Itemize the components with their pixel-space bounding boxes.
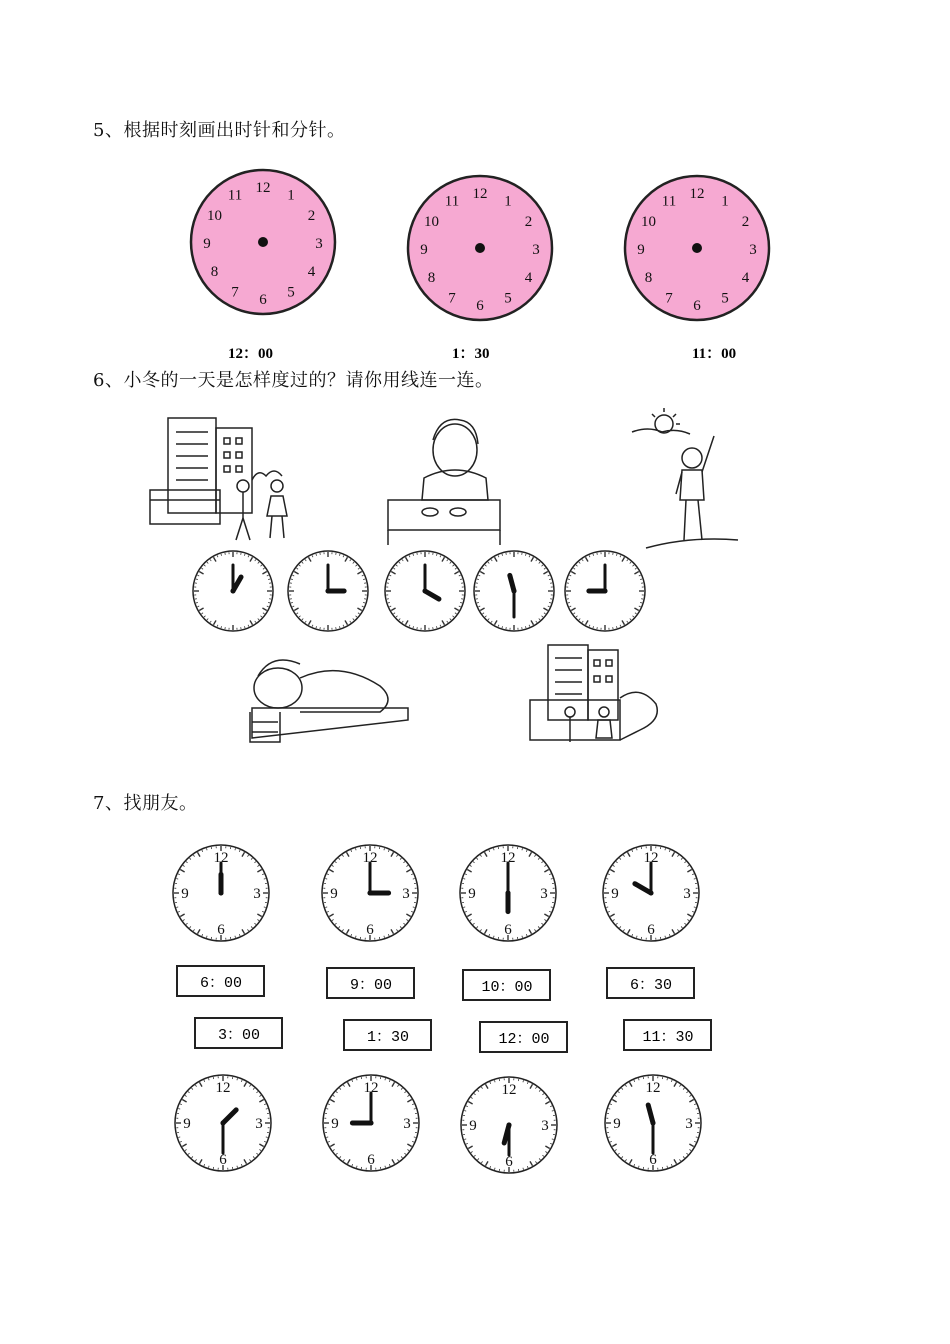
q7-top-clock-3[interactable] — [460, 845, 556, 941]
clock-number-3: 3 — [532, 242, 540, 258]
clock-number-11: 11 — [661, 193, 677, 210]
clock-number-6: 6 — [259, 292, 267, 308]
q5-clock-3[interactable] — [625, 176, 769, 320]
clock-number-1: 1 — [287, 187, 295, 204]
svg-text:6：30: 6：30 — [629, 977, 673, 994]
clock-number-10: 10 — [207, 208, 223, 224]
clock-number-2: 2 — [524, 214, 533, 230]
clock-number-9: 9 — [420, 242, 428, 258]
clock-number-6: 6 — [367, 1152, 375, 1168]
school-building-illustration-2[interactable] — [530, 645, 657, 742]
clock-number-12: 12 — [500, 850, 516, 866]
clock-number-9: 9 — [613, 1116, 621, 1132]
clock-center-dot — [368, 891, 373, 896]
clock-number-12: 12 — [643, 850, 659, 866]
svg-text:12：00: 12：00 — [498, 1031, 550, 1048]
school-building-illustration-1[interactable] — [150, 418, 287, 540]
clock-number-5: 5 — [504, 290, 512, 307]
clock-number-9: 9 — [469, 1118, 477, 1134]
clock-number-3: 3 — [403, 1116, 411, 1132]
clock-number-9: 9 — [203, 236, 211, 252]
question-6-title: 6、小冬的一天是怎样度过的？请你用线连一连。 — [93, 370, 494, 391]
svg-text:10：00: 10：00 — [481, 979, 533, 996]
svg-text:11：30: 11：30 — [642, 1029, 694, 1046]
clock-number-9: 9 — [181, 886, 189, 902]
clock-number-4: 4 — [524, 270, 533, 286]
q6-clock-5[interactable] — [565, 551, 645, 631]
clock-number-6: 6 — [693, 298, 701, 314]
clock-number-6: 6 — [476, 298, 484, 314]
clock-number-9: 9 — [468, 886, 476, 902]
clock-center-dot — [692, 243, 702, 253]
clock-number-12: 12 — [362, 850, 378, 866]
boy-waving-sunrise-illustration[interactable] — [632, 408, 738, 548]
q6-clock-4[interactable] — [474, 551, 554, 631]
time-card-9-00[interactable] — [327, 968, 414, 998]
clock-number-3: 3 — [253, 886, 261, 902]
clock-number-6: 6 — [219, 1152, 227, 1168]
clock-number-7: 7 — [231, 284, 239, 301]
q7-top-clock-4[interactable] — [603, 845, 699, 941]
clock-number-12: 12 — [255, 180, 271, 196]
clock-center-dot — [649, 891, 654, 896]
clock-number-9: 9 — [331, 1116, 339, 1132]
boy-at-table-illustration[interactable] — [388, 419, 500, 545]
clock-number-3: 3 — [683, 886, 691, 902]
q5-time-label-1: 12：00 — [228, 346, 274, 362]
clock-number-9: 9 — [611, 886, 619, 902]
q7-top-clock-1[interactable] — [173, 845, 269, 941]
time-card-6-30[interactable] — [607, 968, 694, 998]
clock-number-11: 11 — [444, 193, 460, 210]
clock-number-8: 8 — [210, 264, 219, 280]
clock-center-dot — [219, 891, 224, 896]
clock-number-10: 10 — [641, 214, 657, 230]
clock-number-1: 1 — [721, 193, 729, 210]
clock-number-6: 6 — [505, 1154, 513, 1170]
clock-number-3: 3 — [315, 236, 323, 252]
time-card-6-00[interactable] — [177, 966, 264, 996]
clock-number-8: 8 — [427, 270, 436, 286]
q5-time-label-2: 1：30 — [452, 346, 490, 362]
clock-number-6: 6 — [647, 922, 655, 938]
clock-number-6: 6 — [217, 922, 225, 938]
svg-text:6：00: 6：00 — [199, 975, 243, 992]
svg-text:9：00: 9：00 — [349, 977, 393, 994]
svg-text:1：30: 1：30 — [366, 1029, 410, 1046]
clock-number-6: 6 — [366, 922, 374, 938]
q5-time-label-3: 11：00 — [692, 346, 737, 362]
clock-center-dot — [326, 589, 331, 594]
clock-center-dot — [506, 891, 511, 896]
clock-center-dot — [369, 1121, 374, 1126]
time-card-11-30[interactable] — [624, 1020, 711, 1050]
clock-number-4: 4 — [307, 264, 316, 280]
clock-number-12: 12 — [689, 186, 705, 202]
clock-number-3: 3 — [541, 1118, 549, 1134]
girl-sleeping-illustration[interactable] — [250, 660, 408, 742]
clock-number-10: 10 — [424, 214, 440, 230]
clock-number-1: 1 — [504, 193, 512, 210]
q7-bottom-clock-1[interactable] — [175, 1075, 271, 1171]
q7-bottom-clock-3[interactable] — [461, 1077, 557, 1173]
clock-number-4: 4 — [741, 270, 750, 286]
q7-top-clock-2[interactable] — [322, 845, 418, 941]
clock-center-dot — [603, 589, 608, 594]
clock-number-3: 3 — [749, 242, 757, 258]
clock-center-dot — [475, 243, 485, 253]
clock-number-3: 3 — [540, 886, 548, 902]
q5-clock-1[interactable] — [191, 170, 335, 314]
clock-number-3: 3 — [685, 1116, 693, 1132]
clock-number-12: 12 — [472, 186, 488, 202]
clock-number-12: 12 — [363, 1080, 379, 1096]
time-card-3-00[interactable] — [195, 1018, 282, 1048]
clock-number-3: 3 — [402, 886, 410, 902]
clock-number-7: 7 — [448, 290, 456, 307]
clock-number-7: 7 — [665, 290, 673, 307]
q7-bottom-clock-4[interactable] — [605, 1075, 701, 1171]
clock-center-dot — [221, 1121, 226, 1126]
clock-center-dot — [423, 589, 428, 594]
clock-number-2: 2 — [307, 208, 316, 224]
q6-clock-1[interactable] — [193, 551, 273, 631]
clock-number-6: 6 — [649, 1152, 657, 1168]
clock-number-12: 12 — [645, 1080, 661, 1096]
clock-number-5: 5 — [287, 284, 295, 301]
clock-number-12: 12 — [213, 850, 229, 866]
clock-number-8: 8 — [644, 270, 653, 286]
clock-number-11: 11 — [227, 187, 243, 204]
q7-bottom-clock-2[interactable] — [323, 1075, 419, 1171]
clock-number-3: 3 — [255, 1116, 263, 1132]
time-card-1-30[interactable] — [344, 1020, 431, 1050]
clock-number-12: 12 — [215, 1080, 231, 1096]
clock-center-dot — [651, 1121, 656, 1126]
clock-number-9: 9 — [637, 242, 645, 258]
clock-number-6: 6 — [504, 922, 512, 938]
clock-center-dot — [258, 237, 268, 247]
time-card-10-00[interactable] — [463, 970, 550, 1000]
clock-number-2: 2 — [741, 214, 750, 230]
clock-number-9: 9 — [183, 1116, 191, 1132]
clock-number-12: 12 — [501, 1082, 517, 1098]
clock-number-5: 5 — [721, 290, 729, 307]
question-5-title: 5、根据时刻画出时针和分针。 — [93, 120, 346, 141]
clock-center-dot — [231, 589, 236, 594]
clock-center-dot — [512, 589, 517, 594]
q6-clock-2[interactable] — [288, 551, 368, 631]
q5-clock-2[interactable] — [408, 176, 552, 320]
question-7-title: 7、找朋友。 — [93, 793, 198, 814]
svg-text:3：00: 3：00 — [217, 1027, 261, 1044]
q6-clock-3[interactable] — [385, 551, 465, 631]
time-card-12-00[interactable] — [480, 1022, 567, 1052]
clock-number-9: 9 — [330, 886, 338, 902]
clock-center-dot — [507, 1123, 512, 1128]
